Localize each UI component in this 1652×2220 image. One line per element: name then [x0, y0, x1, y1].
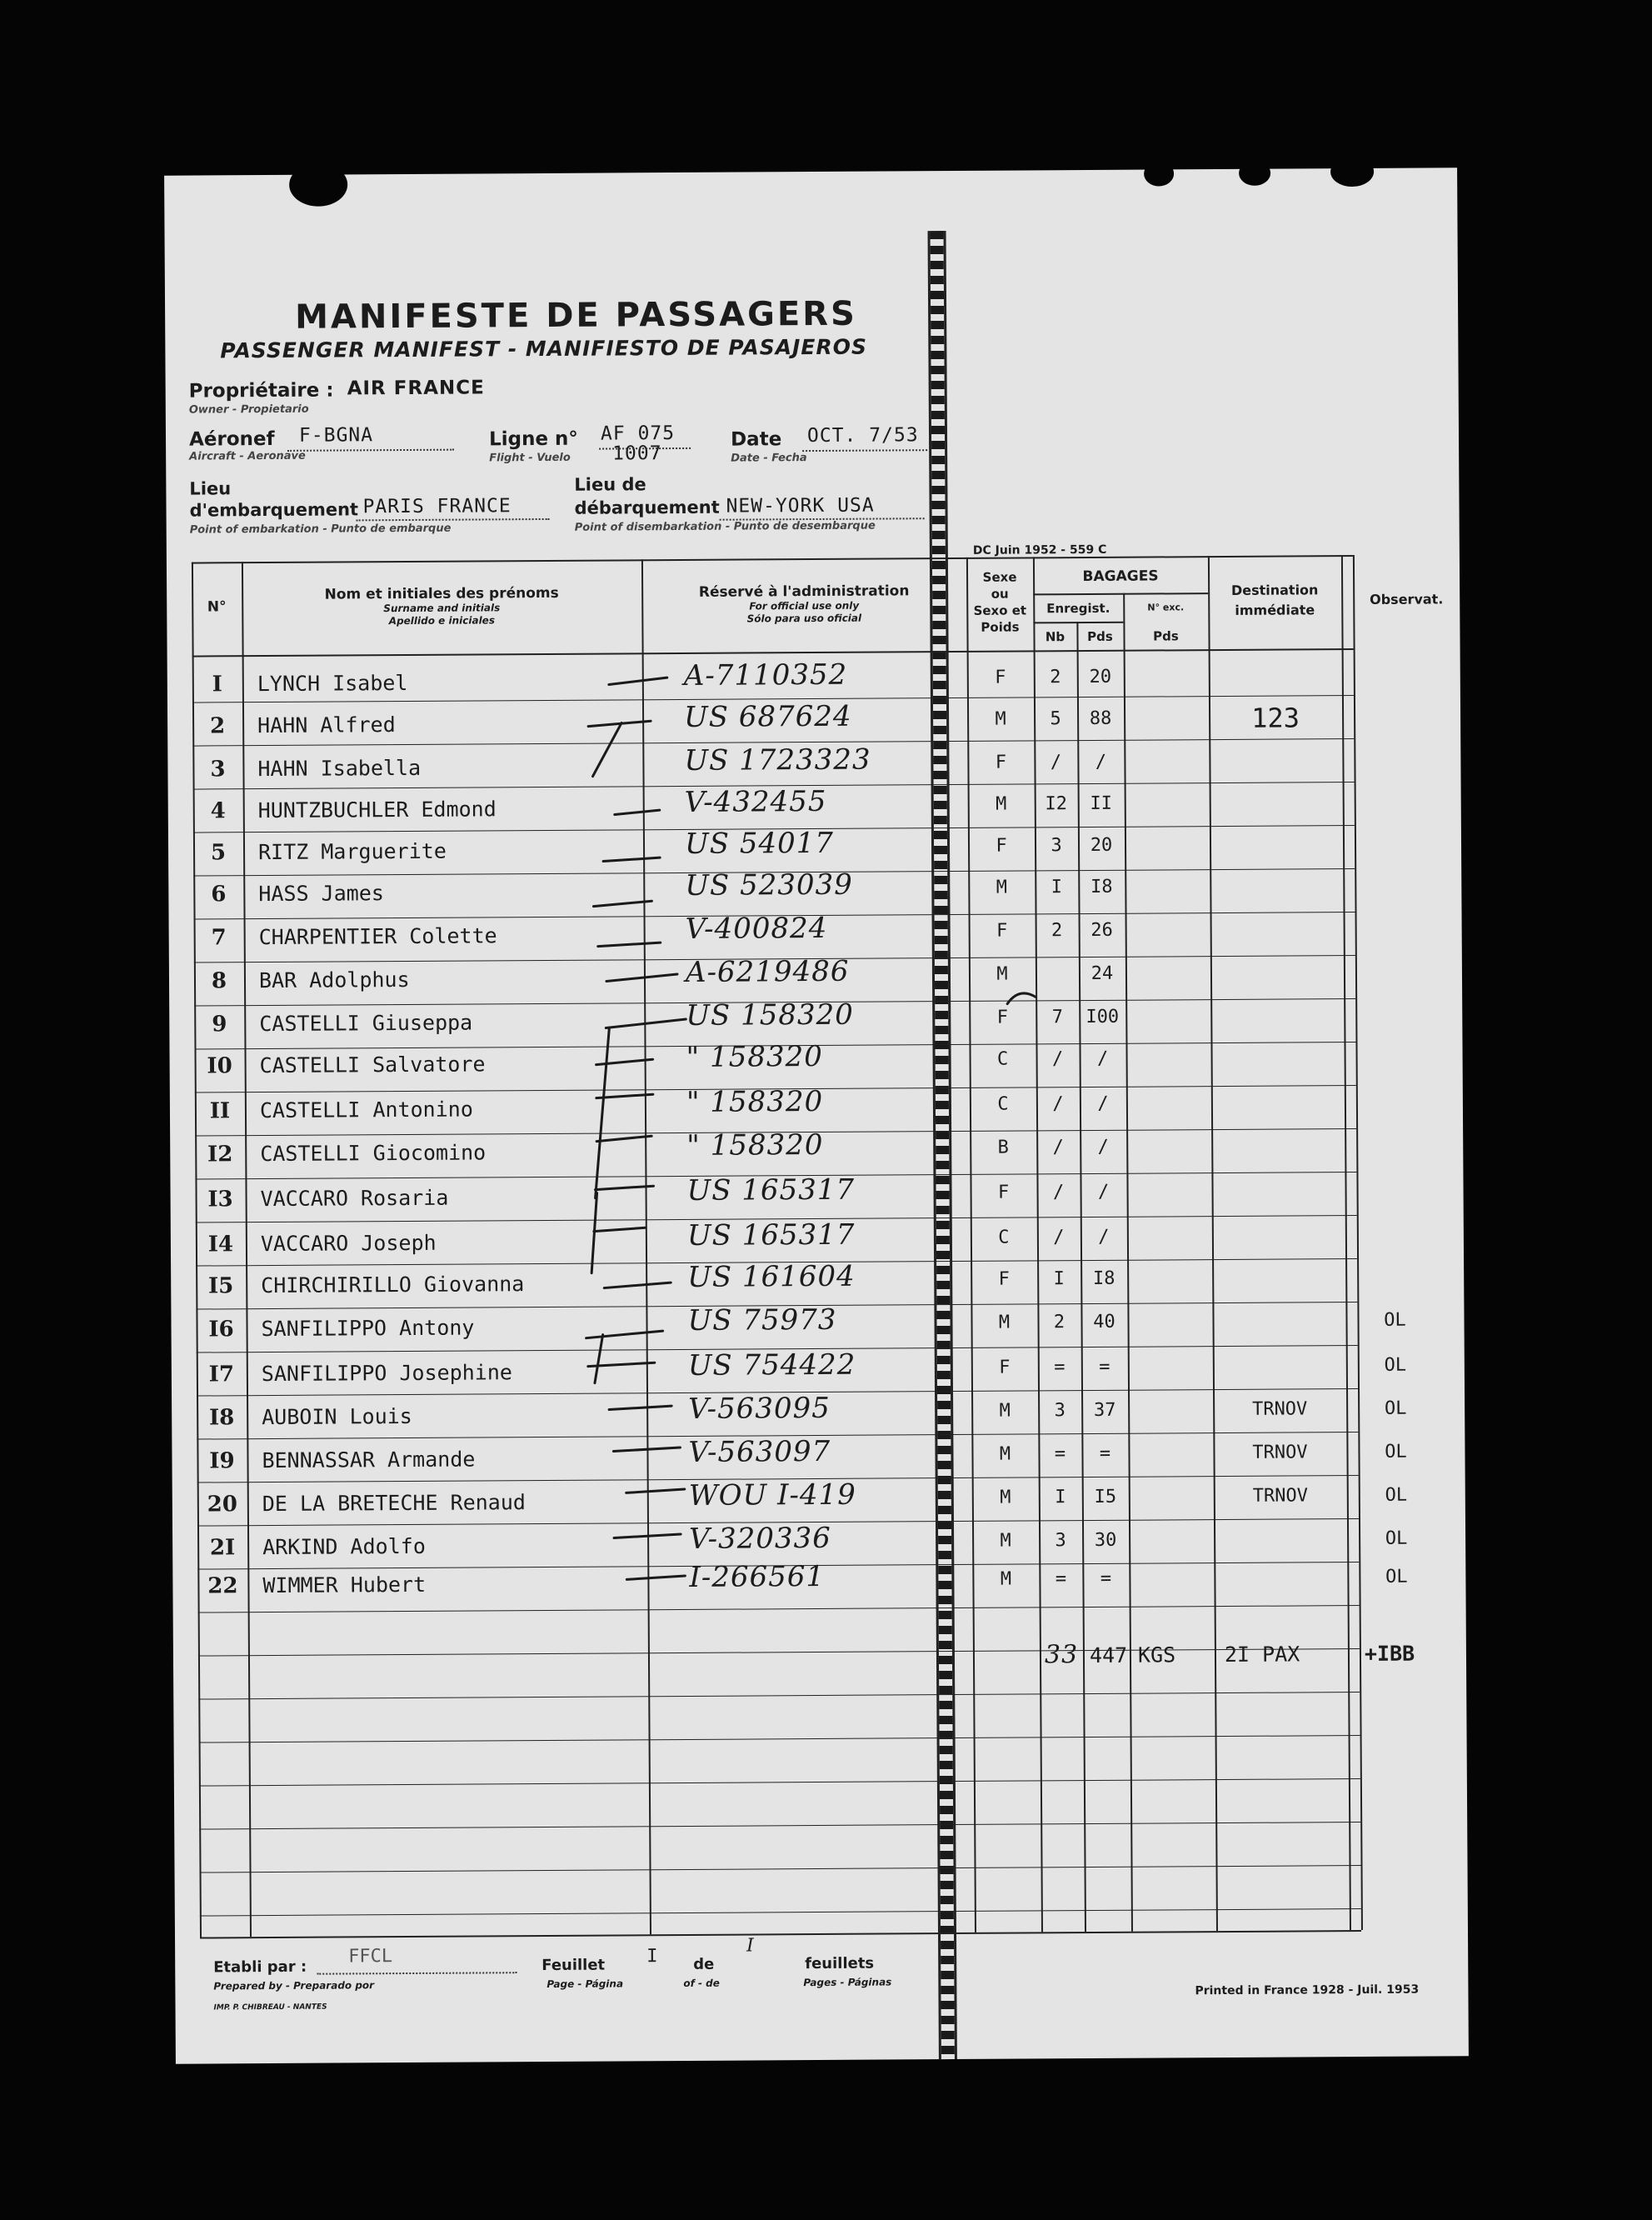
prepared-label: Etabli par : [213, 1958, 307, 1977]
row-number: I9 [209, 1448, 235, 1474]
sex: M [996, 877, 1008, 898]
baggage-pds: I8 [1092, 1268, 1115, 1289]
baggage-pds: 30 [1094, 1529, 1117, 1551]
col-header-destination-1: Destination [1230, 582, 1319, 598]
sex: M [998, 1312, 1011, 1333]
sex: M [996, 793, 1007, 815]
col-header-sex-1: Sexe [982, 569, 1017, 585]
baggage-nb: I [1055, 1487, 1066, 1508]
official-ref: V-320336 [688, 1521, 831, 1556]
sex: M [1000, 1568, 1012, 1590]
passenger-name: SANFILIPPO Antony [261, 1315, 475, 1342]
row-number: 2I [209, 1535, 236, 1561]
sex: F [998, 1268, 1010, 1290]
baggage-pds: II [1090, 792, 1113, 814]
prepared-sub: Prepared by - Preparado por [213, 1979, 375, 1992]
sheet-sub: Page - Página [547, 1978, 624, 1990]
col-header-name-sub1: Surname and initials [383, 602, 501, 615]
official-ref: US 1723323 [684, 742, 871, 778]
row-number: 7 [211, 925, 227, 951]
observation: OL [1385, 1566, 1408, 1588]
flight-sub: Flight - Vuelo [489, 451, 571, 465]
baggage-nb: / [1052, 1093, 1064, 1115]
destination: TRNOV [1252, 1442, 1308, 1463]
sheets-sub: Pages - Páginas [803, 1976, 892, 1989]
flight-number: 1007 [612, 442, 662, 465]
row-number: I3 [207, 1187, 233, 1212]
sex: C [996, 1048, 1009, 1070]
disembark-label-1: Lieu de [574, 474, 646, 495]
col-header-sex-4: Poids [981, 619, 1020, 635]
sex: M [999, 1400, 1011, 1422]
baggage-pds: 88 [1089, 708, 1112, 729]
passenger-name: CASTELLI Giocomino [260, 1140, 487, 1167]
official-ref: A-7110352 [683, 658, 848, 692]
embark-label-1: Lieu [189, 478, 232, 499]
of-sub: of - de [683, 1977, 720, 1989]
observation: OL [1384, 1354, 1407, 1376]
embark-label-2: d'embarquement [189, 499, 359, 521]
baggage-nb: I [1051, 877, 1063, 898]
baggage-pds: = [1099, 1356, 1110, 1378]
of-value: I [746, 1935, 755, 1957]
sheet-value: I [646, 1946, 658, 1968]
passenger-name: AUBOIN Louis [262, 1403, 412, 1430]
baggage-pds: / [1095, 751, 1107, 772]
handwritten-strokes [164, 168, 1469, 2063]
date-sub: Date - Fecha [731, 452, 807, 465]
passenger-name: HUNTZBUCHLER Edmond [257, 797, 497, 823]
of-label: de [693, 1955, 715, 1973]
row-number: II [209, 1098, 231, 1124]
baggage-pds: 20 [1090, 834, 1113, 856]
row-number: 22 [207, 1573, 238, 1599]
col-header-nb: Nb [1045, 629, 1066, 645]
official-ref: " 158320 [686, 1084, 824, 1119]
row-number: 2 [209, 713, 226, 739]
col-header-sex-2: ou [991, 586, 1009, 602]
row-number: 9 [212, 1012, 227, 1038]
flight-label: Ligne n° [488, 428, 578, 451]
row-number: 3 [210, 757, 226, 782]
sex: F [995, 752, 1007, 773]
page-title: MANIFESTE DE PASSAGERS [294, 294, 857, 337]
page-subtitle: PASSENGER MANIFEST - MANIFIESTO DE PASAJEROS [220, 334, 868, 363]
flight-value: AF 075 [600, 422, 676, 445]
sex: F [996, 835, 1007, 857]
sex: F [997, 1182, 1010, 1203]
sheet-label: Feuillet [542, 1956, 606, 1975]
row-number: 5 [210, 840, 227, 866]
embark-value: PARIS FRANCE [362, 495, 512, 518]
sex: F [996, 1007, 1008, 1028]
passenger-name: CASTELLI Salvatore [259, 1052, 486, 1078]
row-number: 4 [210, 798, 226, 824]
baggage-pds: I00 [1086, 1006, 1120, 1028]
baggage-nb: 3 [1051, 835, 1062, 857]
official-ref: US 161604 [687, 1259, 856, 1294]
col-header-destination-2: immédiate [1235, 602, 1315, 618]
official-ref: US 165317 [686, 1172, 856, 1208]
passenger-name: ARKIND Adolfo [262, 1533, 426, 1560]
disembark-label-2: débarquement [574, 497, 720, 518]
sex: B [997, 1137, 1009, 1158]
prepared-value: FFCL [348, 1946, 393, 1968]
destination: TRNOV [1251, 1398, 1308, 1420]
official-ref: V-563095 [688, 1391, 831, 1426]
row-number: I6 [208, 1317, 234, 1342]
sex: F [995, 667, 1006, 688]
baggage-nb: I2 [1045, 793, 1068, 815]
baggage-nb: = [1054, 1357, 1066, 1378]
printed-in-france: Printed in France 1928 - Juil. 1953 [1195, 1982, 1420, 1998]
row-number: 8 [211, 968, 227, 994]
col-header-excess-pds: Pds [1153, 628, 1179, 644]
row-number: I2 [207, 1142, 233, 1168]
baggage-pds: 40 [1093, 1311, 1115, 1332]
sex: C [998, 1227, 1010, 1248]
total-extra: +IBB [1364, 1641, 1415, 1666]
baggage-pds: I5 [1094, 1486, 1117, 1508]
baggage-pds: = [1100, 1568, 1112, 1589]
baggage-nb: = [1054, 1443, 1066, 1465]
col-header-admin-sub1: For official use only [749, 599, 860, 612]
col-header-excess: N° exc. [1147, 602, 1185, 613]
row-number: I [212, 672, 222, 698]
official-ref: V-400824 [685, 911, 828, 946]
observation: OL [1384, 1398, 1407, 1419]
col-header-admin-label: Réservé à l'administration [698, 582, 910, 601]
baggage-nb: 5 [1050, 708, 1061, 730]
passenger-name: VACCARO Joseph [260, 1230, 437, 1257]
col-header-baggage: BAGAGES [1082, 568, 1159, 586]
sex: F [996, 920, 1008, 942]
baggage-nb: / [1053, 1227, 1065, 1248]
baggage-pds: I8 [1091, 876, 1113, 898]
disembark-value: NEW-YORK USA [726, 494, 875, 518]
row-number: I0 [207, 1053, 232, 1079]
sex: C [997, 1093, 1009, 1115]
baggage-pds: / [1097, 1181, 1110, 1202]
col-header-sex-3: Sexo et [973, 602, 1027, 618]
owner-sub: Owner - Propietario [188, 402, 309, 417]
official-ref: US 158320 [686, 998, 854, 1032]
passenger-name: HASS James [258, 881, 384, 907]
embark-sub: Point of embarkation - Punto de embarque [189, 522, 452, 537]
official-ref: V-432455 [684, 784, 827, 819]
baggage-nb: 7 [1051, 1007, 1063, 1028]
row-number: 6 [211, 882, 227, 908]
sex: M [996, 963, 1008, 985]
total-pds: 447 [1089, 1642, 1128, 1668]
passenger-name: CHARPENTIER Colette [258, 923, 497, 950]
passenger-name: HAHN Alfred [257, 712, 396, 738]
baggage-pds: 24 [1091, 962, 1114, 984]
disembark-sub: Point of disembarkation - Punto de desembarque [574, 519, 876, 534]
passenger-name: VACCARO Rosaria [260, 1185, 449, 1212]
sex: M [1000, 1487, 1011, 1508]
col-header-pds: Pds [1087, 628, 1113, 645]
printer-credit: IMP. P. CHIBREAU - NANTES [213, 2002, 327, 2012]
col-header-name-sub2: Apellido e iniciales [388, 614, 495, 628]
official-ref: US 75973 [687, 1302, 837, 1338]
passenger-name: DE LA BRETECHE Renaud [262, 1490, 526, 1517]
official-ref: " 158320 [686, 1128, 824, 1162]
official-ref: V-563097 [688, 1434, 831, 1469]
baggage-nb: 3 [1054, 1400, 1066, 1422]
row-number: 20 [207, 1492, 238, 1518]
aircraft-label: Aéronef [188, 428, 275, 451]
official-ref: US 754422 [687, 1348, 856, 1382]
total-unit: KGS [1137, 1642, 1176, 1668]
baggage-nb: / [1052, 1182, 1065, 1203]
passenger-name: SANFILIPPO Josephine [261, 1360, 512, 1387]
baggage-pds: / [1098, 1226, 1110, 1248]
row-number: I4 [207, 1232, 234, 1258]
passenger-name: RITZ Marguerite [257, 838, 447, 865]
col-header-name-label: Nom et initiales des prénoms [324, 584, 559, 603]
passenger-name: HAHN Isabella [257, 755, 422, 782]
row-number: I7 [208, 1362, 235, 1388]
sex: M [995, 708, 1006, 730]
col-header-no: N° [207, 598, 227, 616]
form-reference: DC Juin 1952 - 559 C [972, 542, 1107, 558]
date-label: Date [730, 428, 782, 451]
passenger-name: CHIRCHIRILLO Giovanna [261, 1272, 525, 1298]
baggage-nb: / [1052, 1137, 1064, 1158]
baggage-pds: 37 [1093, 1399, 1116, 1421]
baggage-pds: / [1096, 1048, 1109, 1069]
observation: OL [1384, 1309, 1406, 1331]
baggage-pds: = [1099, 1442, 1111, 1464]
observation: OL [1385, 1441, 1407, 1462]
baggage-pds: / [1097, 1092, 1109, 1114]
row-number: I5 [208, 1273, 234, 1299]
official-ref: I-266561 [689, 1559, 826, 1594]
baggage-nb: 2 [1053, 1312, 1066, 1333]
baggage-nb: / [1050, 752, 1062, 773]
passenger-name: BAR Adolphus [258, 967, 410, 993]
sex: M [1000, 1530, 1011, 1552]
baggage-pds: 26 [1091, 919, 1113, 941]
official-ref: A-6219486 [685, 954, 850, 989]
passenger-name: CASTELLI Antonino [259, 1097, 473, 1123]
date-value: OCT. 7/53 [806, 424, 919, 448]
sex: M [999, 1443, 1011, 1465]
baggage-nb: I [1053, 1268, 1065, 1290]
passenger-name: LYNCH Isabel [257, 670, 408, 697]
row-number: I8 [208, 1405, 235, 1431]
aircraft-sub: Aircraft - Aeronave [189, 449, 306, 463]
baggage-nb: = [1055, 1568, 1067, 1590]
manifest-sheet [164, 168, 1469, 2063]
baggage-nb: 2 [1051, 920, 1063, 942]
official-ref: US 54017 [684, 826, 835, 861]
official-ref: US 165317 [686, 1218, 856, 1252]
col-header-registered: Enregist. [1046, 600, 1110, 617]
official-ref: WOU I-419 [688, 1478, 857, 1512]
sheets-label: feuillets [805, 1954, 875, 1973]
baggage-nb: 2 [1050, 667, 1061, 688]
destination: TRNOV [1252, 1485, 1308, 1507]
baggage-pds: / [1097, 1136, 1109, 1158]
passenger-name: BENNASSAR Armande [262, 1447, 476, 1473]
owner-value: AIR FRANCE [347, 377, 485, 400]
observation: OL [1385, 1484, 1408, 1506]
official-ref: US 687624 [683, 699, 852, 734]
baggage-nb: 3 [1055, 1530, 1066, 1552]
col-header-observations: Observat. [1370, 591, 1444, 608]
observation: OL [1385, 1528, 1408, 1549]
official-ref: " 158320 [686, 1039, 823, 1074]
total-nb: 33 [1044, 1640, 1079, 1670]
baggage-nb: / [1051, 1048, 1064, 1070]
official-ref: US 523039 [685, 868, 853, 902]
baggage-pds: 20 [1089, 666, 1112, 688]
col-header-admin-sub2: Sólo para uso oficial [746, 612, 862, 625]
aircraft-value: F-BGNA [298, 424, 374, 447]
owner-label: Propriétaire : [188, 379, 334, 402]
total-pax: 2I PAX [1224, 1642, 1300, 1668]
sex: F [999, 1357, 1011, 1378]
passenger-name: WIMMER Hubert [262, 1572, 427, 1598]
passenger-name: CASTELLI Giuseppa [259, 1010, 473, 1037]
destination: 123 [1251, 702, 1300, 734]
